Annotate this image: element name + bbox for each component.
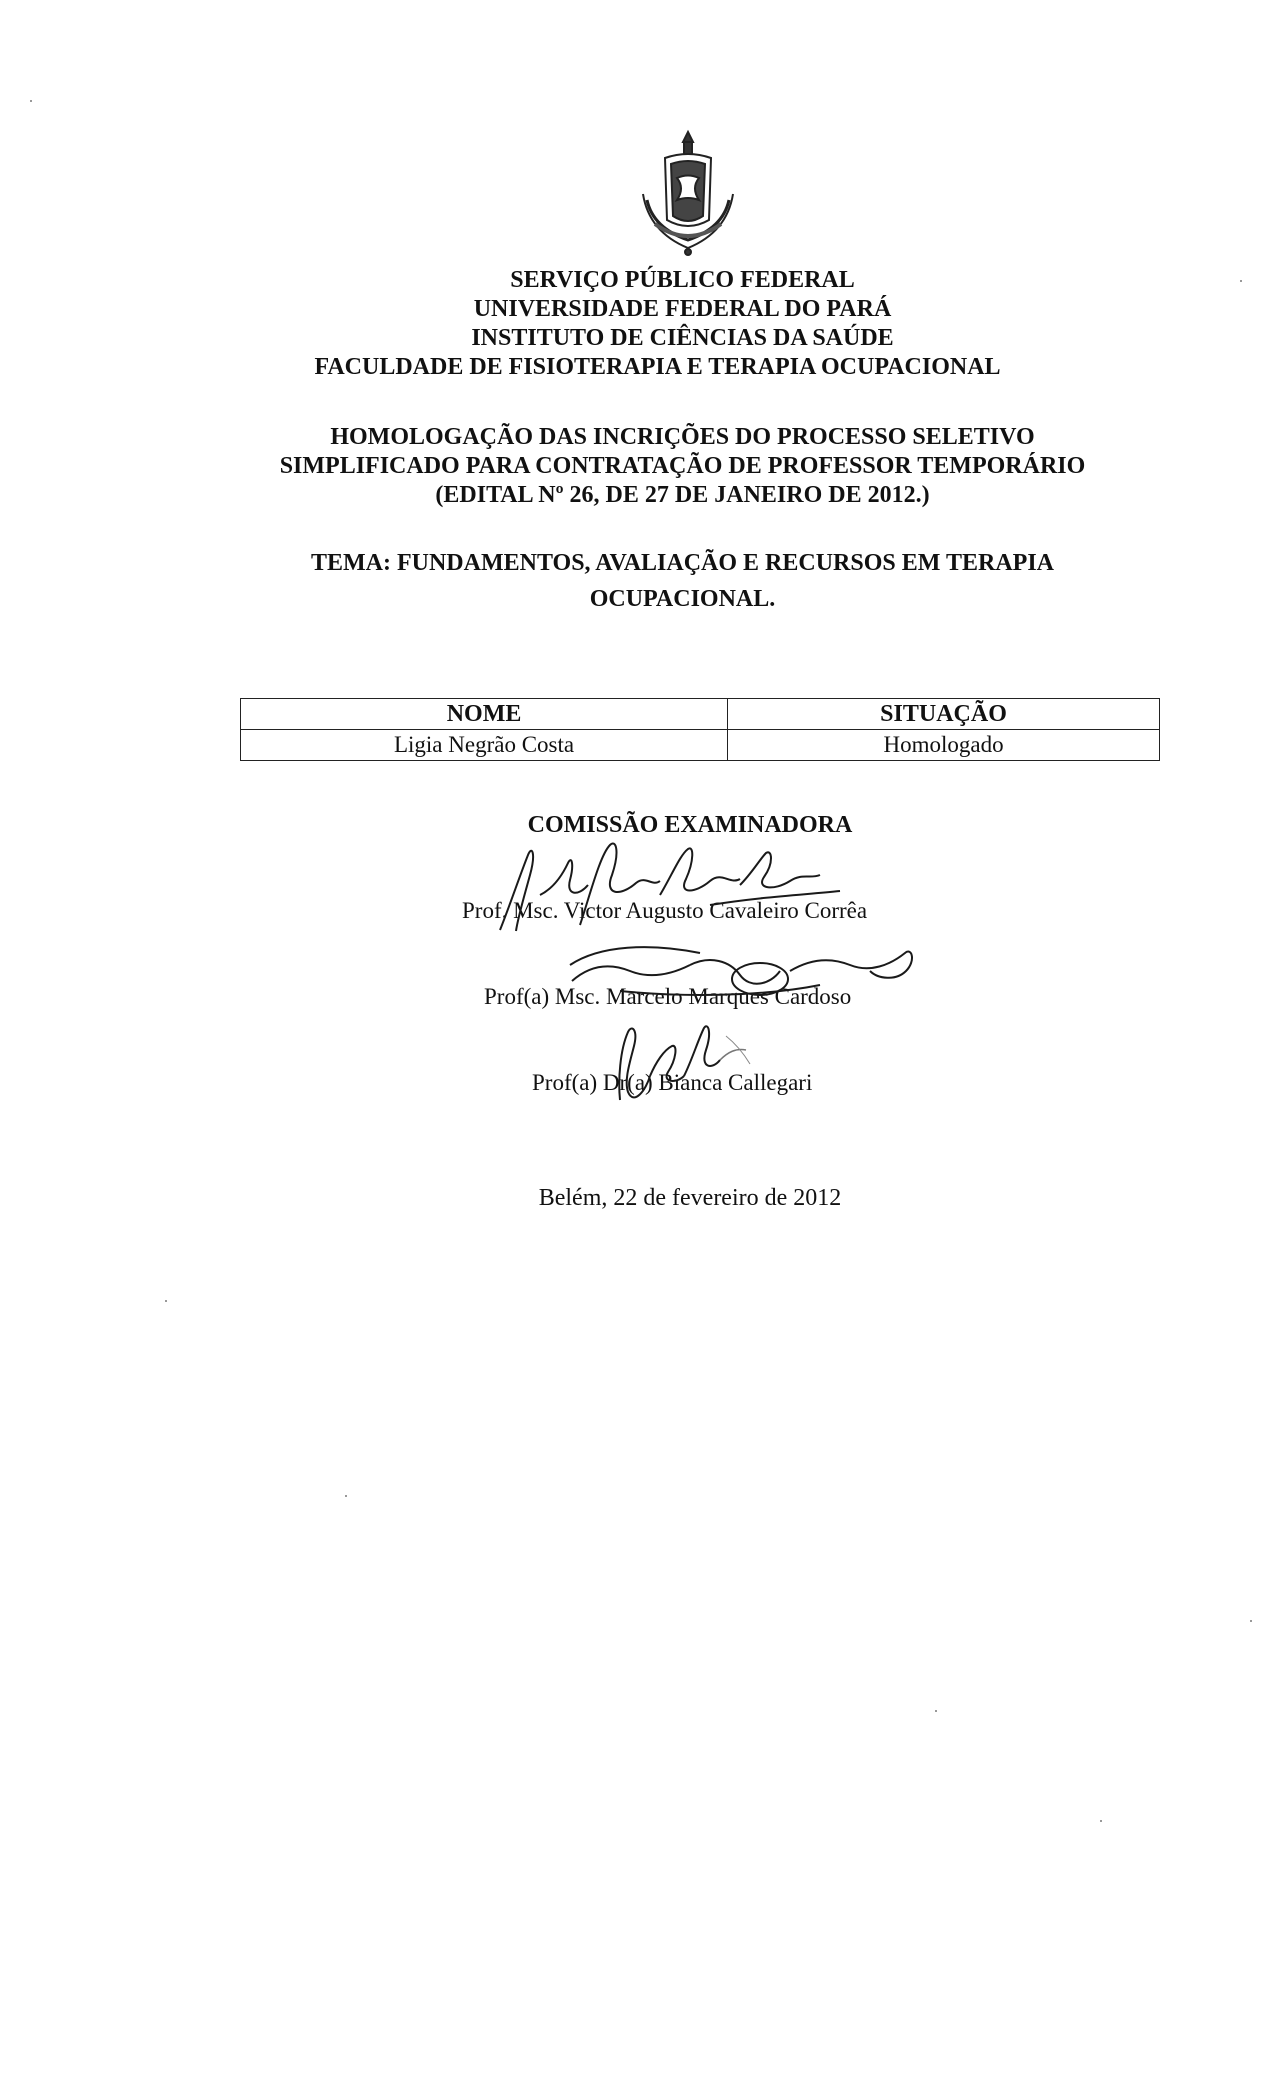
institution-header (45, 266, 1275, 382)
cell-nome: Ligia Negrão Costa (241, 730, 728, 761)
member-name-1: Prof. Msc. Victor Augusto Cavaleiro Corrêa (462, 898, 868, 923)
tema-section (45, 545, 1275, 617)
signature-1 (460, 835, 880, 945)
scan-speck (30, 100, 32, 102)
column-header-nome: NOME (241, 699, 728, 730)
document-date: Belém, 22 de fevereiro de 2012 (538, 1185, 842, 1211)
cell-situacao: Homologado (728, 730, 1160, 761)
member-name-3: Prof(a) Dr(a) Bianca Callegari (532, 1070, 813, 1095)
header-line-1: SERVIÇO PÚBLICO FEDERAL (510, 267, 855, 293)
title-line-3: (EDITAL Nº 26, DE 27 DE JANEIRO DE 2012.) (435, 482, 930, 508)
title-line-1: HOMOLOGAÇÃO DAS INCRIÇÕES DO PROCESSO SELETIVO (330, 424, 1035, 450)
tema-line-2: OCUPACIONAL. (589, 586, 776, 612)
title-line-2: SIMPLIFICADO PARA CONTRATAÇÃO DE PROFESSOR TEMPORÁRIO (279, 453, 1086, 479)
results-table (240, 698, 1160, 761)
scan-speck (345, 1495, 347, 1497)
table-row (241, 730, 1160, 761)
document-title (45, 423, 1275, 510)
header-line-2: UNIVERSIDADE FEDERAL DO PARÁ (473, 296, 892, 322)
scan-speck (1250, 1620, 1252, 1622)
header-line-4: FACULDADE DE FISIOTERAPIA E TERAPIA OCUPACIONAL (314, 354, 1001, 380)
signature-3 (580, 1020, 780, 1110)
comissao-title: COMISSÃO EXAMINADORA (527, 812, 853, 838)
column-header-situacao: SITUAÇÃO (728, 699, 1160, 730)
university-seal-icon (633, 128, 743, 258)
signature-2 (560, 935, 920, 1005)
tema-line-1: TEMA: FUNDAMENTOS, AVALIAÇÃO E RECURSOS EM TERAPIA (310, 550, 1054, 576)
header-line-3: INSTITUTO DE CIÊNCIAS DA SAÚDE (471, 325, 894, 351)
table-header-row (241, 699, 1160, 730)
scan-speck (1240, 280, 1242, 282)
scan-speck (165, 1300, 167, 1302)
member-name-2: Prof(a) Msc. Marcelo Marques Cardoso (484, 984, 852, 1009)
scan-speck (935, 1710, 937, 1712)
scan-speck (1100, 1820, 1102, 1822)
